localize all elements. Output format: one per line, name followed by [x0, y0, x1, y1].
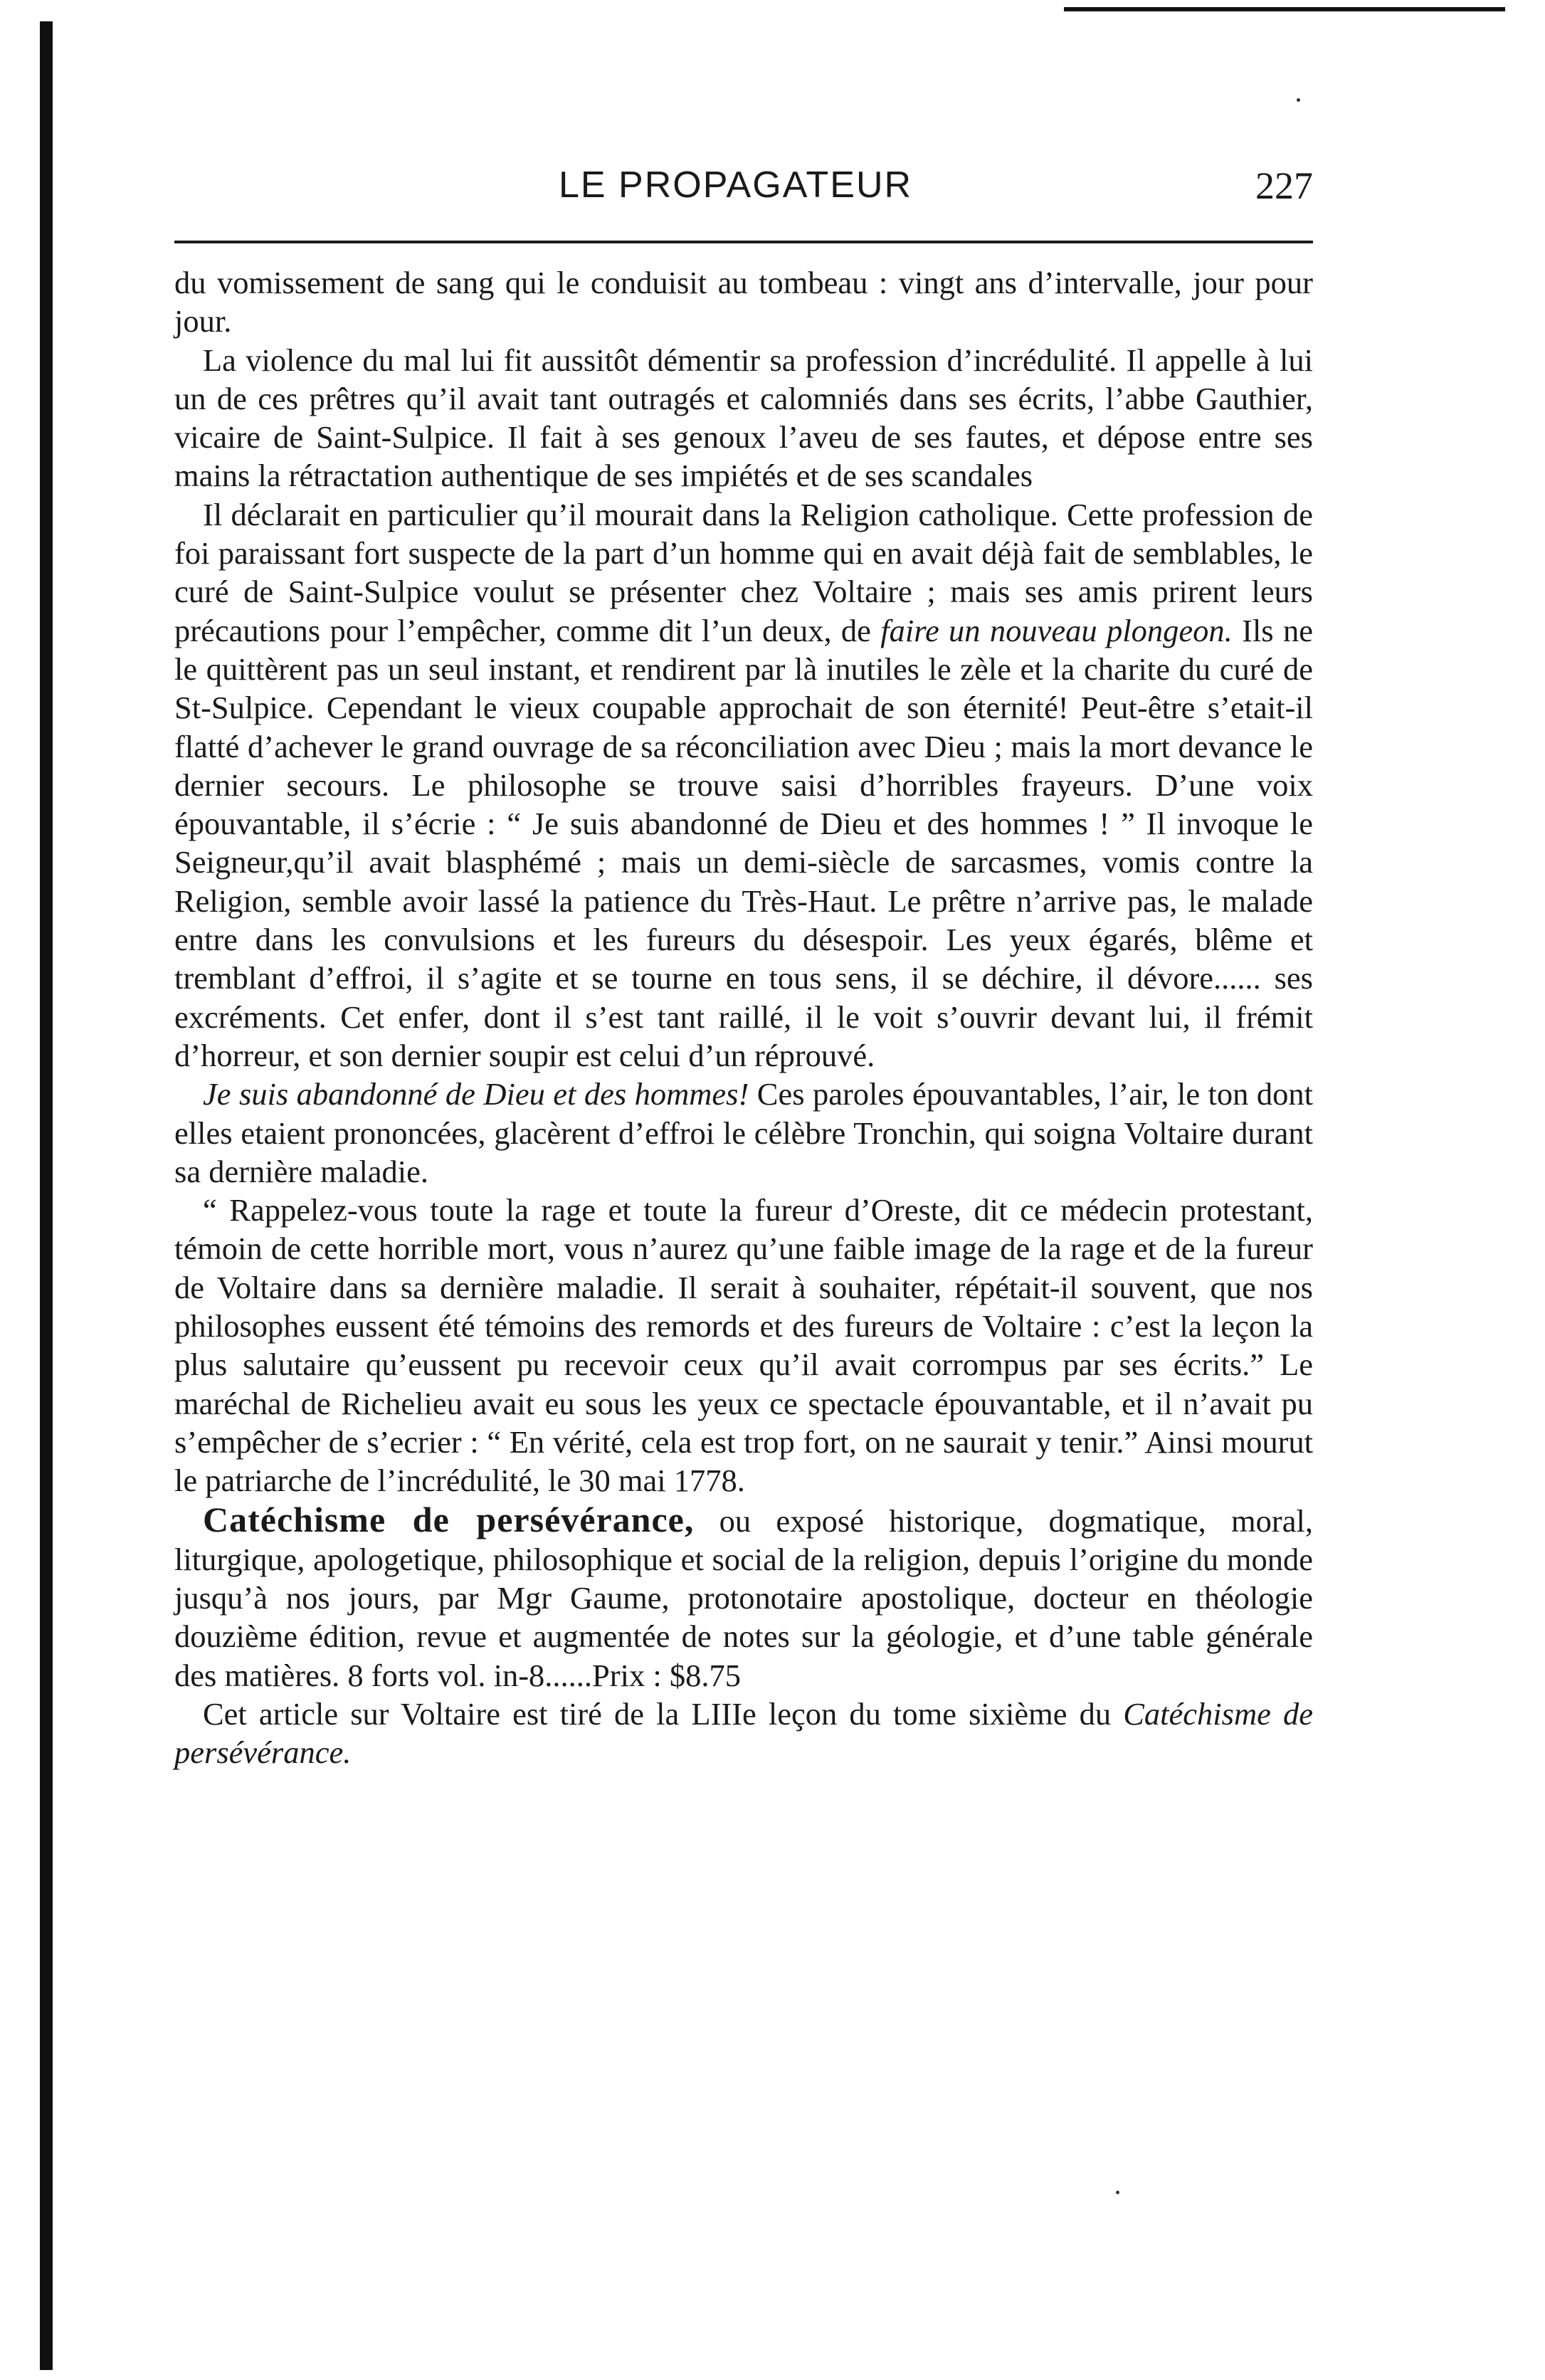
- paragraph-3-rest: Ils ne le quittèrent pas un seul instant, et rendirent par là inutiles le zèle et la charite du curé de St-Sulpice. Cependant le vieux coupable approchait de son éternité! Peut-être s’etait-il flatté d’achever le grand ouvrage de sa réconciliation avec Dieu ; mais la mort devance le dernier secours. Le philosophe se trouve saisi d’horribles frayeurs. D’une voix épouvantable, il s’écrie : “ Je suis abandonné de Dieu et des hommes ! ” Il invoque le Seigneur,qu’il avait blasphémé ; mais un demi-siècle de sarcasmes, vomis contre la Religion, semble avoir lassé la patience du Très-Haut. Le prêtre n’arrive pas, le malade entre dans les convulsions et les fureurs du désespoir. Les yeux égarés, blême et tremblant d’effroi, il s’agite et se tourne en tous sens, il se déchire, il dévore...... ses excréments. Cet enfer, dont il s’est tant raillé, il le voit s’ouvrir devant lui, il frémit d’horreur, et son dernier soupir est celui d’un réprouvé.: [174, 612, 1313, 1073]
- running-title: LE PROPAGATEUR: [559, 164, 913, 206]
- advert-body: ou exposé historique, dogmatique, moral, liturgique, apologetique, philosophique et social de la religion, depuis l’origine du monde jusqu’à nos jours, par Mgr Gaume, protonotaire apostolique, docteur en théologie douzième édition, revue et augmentée de notes sur la géologie, et d’une table générale des matières. 8 forts vol. in-8......Prix : $8.75: [174, 1502, 1313, 1693]
- scan-speck: [1297, 98, 1300, 102]
- page-header: [174, 164, 1313, 214]
- paragraph-4-rest: Ces paroles épouvantables, l’air, le ton dont elles etaient prononcées, glacèrent d’effroi le célèbre Tronchin, qui soigna Voltaire durant sa dernière maladie.: [174, 1076, 1313, 1189]
- scan-speck: [1116, 2191, 1119, 2194]
- paragraph-3: [174, 495, 1313, 1075]
- advert-title: Catéchisme de persévérance,: [203, 1499, 695, 1539]
- paragraph-1: du vomissement de sang qui le conduisit au tombeau : vingt ans d’intervalle, jour pour jour.: [174, 265, 1313, 339]
- paragraph-2: La violence du mal lui fit aussitôt démentir sa profession d’incrédulité. Il appelle à lui un de ces prêtres qu’il avait tant outragés et calomniés dans ses écrits, l’abbe Gauthier, vicaire de Saint-Sulpice. Il fait à ses genoux l’aveu de ses fautes, et dépose entre ses mains la rétractation authentique de ses impiétés et de ses scandales: [174, 342, 1313, 494]
- header-rule: [174, 241, 1313, 243]
- paragraph-3-italic: faire un nouveau plongeon.: [880, 612, 1233, 648]
- top-scan-rule: [1064, 7, 1505, 11]
- page-number: 227: [1255, 164, 1313, 207]
- paragraph-4-italic: Je suis abandonné de Dieu et des hommes!: [203, 1076, 749, 1112]
- paragraph-4: [174, 1075, 1313, 1191]
- source-note-text: Cet article sur Voltaire est tiré de la LIIIe leçon du tome sixième du: [203, 1695, 1124, 1732]
- binding-edge: [40, 21, 53, 2370]
- article-body: [174, 263, 1313, 2242]
- source-note: [174, 1695, 1313, 1772]
- advert-paragraph: [174, 1500, 1313, 1695]
- paragraph-5: “ Rappelez-vous toute la rage et toute la fureur d’Oreste, dit ce médecin protestant, témoin de cette horrible mort, vous n’aurez qu’une faible image de la rage et de la fureur de Voltaire dans sa dernière maladie. Il serait à souhaiter, répétait-il souvent, que nos philosophes eussent été témoins des remords et des fureurs de Voltaire : c’est la leçon la plus salutaire qu’eussent pu recevoir ceux qu’il avait corrompus par ses écrits.” Le maréchal de Richelieu avait eu sous les yeux ce spectacle épouvantable, et il n’avait pu s’empêcher de s’ecrier : “ En vérité, cela est trop fort, on ne saurait y tenir.” Ainsi mourut le patriarche de l’incrédulité, le 30 mai 1778.: [174, 1192, 1313, 1499]
- paragraph-3-text: Il déclarait en particulier qu’il mourait dans la Religion catholique. Cette profession de foi paraissant fort suspecte de la part d’un homme qui en avait déjà fait de semblables, le curé de Saint-Sulpice voulut se présenter chez Voltaire ; mais ses amis prirent leurs précautions pour l’empêcher, comme dit l’un deux, de: [174, 496, 1313, 648]
- source-note-italic: Catéchisme de persévérance.: [174, 1695, 1313, 1771]
